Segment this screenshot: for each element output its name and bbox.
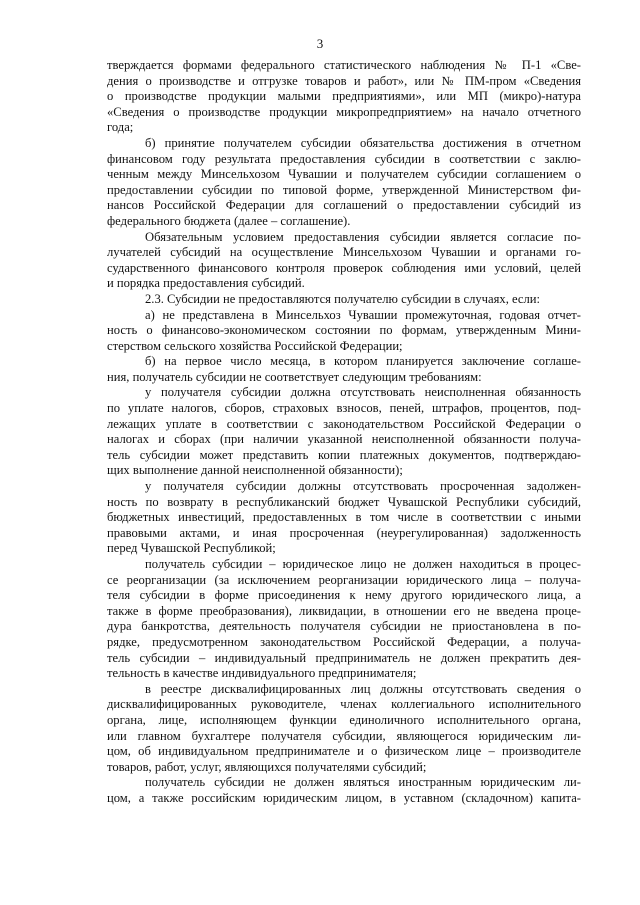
text-line: теля субсидии в форме присоединения к нему другого юридического лица, а: [107, 588, 581, 603]
text-line: у получателя субсидии должна отсутствовать неисполненная обязанность: [145, 385, 581, 400]
text-line: б) на первое число месяца, в котором планируется заключение соглаше-: [145, 354, 581, 369]
text-line: ность по возврату в республиканский бюджет Чувашской Республики субсидий,: [107, 494, 581, 509]
text-line: получатель субсидии не должен являться иностранным юридическим ли-: [145, 775, 581, 790]
text-line: дура банкротства, деятельность получателя субсидии не приостановлена в по-: [107, 619, 581, 634]
text-line: ность о финансово-экономическом состоянии по формам, утвержденным Мини-: [107, 323, 581, 338]
text-line: налогах и сборах (при наличии указанной неисполненной обязанности получа-: [107, 432, 581, 447]
text-line: предоставлении субсидии по типовой форме, утвержденной Министерством фи-: [107, 182, 581, 197]
text-line: лучателей субсидий на осуществление Минсельхозом Чувашии и органами го-: [107, 245, 581, 260]
text-line: также в форме преобразования), ликвидации, в отношении его не введена проце-: [107, 603, 581, 618]
text-line: тверждается формами федерального статистического наблюдения № П-1 «Све-: [107, 58, 581, 72]
page-number: 3: [316, 36, 324, 51]
text-line: цом, а также российским юридическим лицом, в уставном (складочном) капита-: [107, 790, 581, 805]
text-line: федерального бюджета (далее – соглашение).: [107, 213, 351, 228]
text-line: бюджетных инвестиций, предоставленных в том числе в соответствии с иными: [107, 510, 581, 525]
text-line: «Сведения о производстве продукции микропредприятием» на начало отчетного: [107, 104, 581, 119]
text-line: или главном бухгалтере получателя субсидии, являющегося юридическим ли-: [107, 728, 581, 743]
text-line: цом, об индивидуальном предпринимателе и о физическом лице – производителе: [107, 744, 581, 759]
text-line: тельность в качестве индивидуального предпринимателя;: [107, 666, 417, 681]
text-line: Обязательным условием предоставления субсидии является согласие по-: [145, 229, 581, 244]
text-line: и порядка предоставления субсидий.: [107, 276, 305, 291]
text-line: финансовом году результата предоставления субсидии в соответствии с заклю-: [107, 151, 581, 166]
text-line: стерством сельского хозяйства Российской Федерации;: [107, 338, 403, 353]
text-line: сударственного финансового контроля проверок соблюдения ими условий, целей: [107, 260, 581, 275]
text-line: о производстве продукции малыми предприятиями», или МП (микро)-натура: [107, 89, 581, 104]
text-line: нансов Российской Федерации для соглашений о предоставлении субсидий из: [107, 198, 581, 213]
text-line: а) не представлена в Минсельхоз Чувашии промежуточная, годовая отчет-: [145, 307, 581, 322]
text-line: 2.3. Субсидии не предоставляются получателю субсидии в случаях, если:: [145, 291, 541, 306]
text-line: года;: [107, 120, 134, 135]
text-line: перед Чувашской Республикой;: [107, 541, 276, 556]
text-line: в реестре дисквалифицированных лиц должны отсутствовать сведения о: [145, 681, 581, 696]
text-line: тель субсидии – индивидуальный предприниматель не должен прекратить дея-: [107, 650, 581, 665]
text-line: товаров, работ, услуг, являющихся получателями субсидий;: [107, 759, 427, 774]
text-line: рядке, предусмотренном законодательством Российской Федерации, а получа-: [107, 634, 581, 649]
text-line: се реорганизации (за исключением реорганизации юридического лица – получа-: [107, 572, 581, 587]
text-line: б) принятие получателем субсидии обязательства достижения в отчетном: [145, 135, 581, 150]
text-line: по уплате налогов, сборов, страховых взносов, пеней, штрафов, процентов, под-: [107, 401, 581, 416]
text-line: ченным между Минсельхозом Чувашии и получателем субсидии соглашением о: [107, 167, 581, 182]
text-line: тель субсидии может представить копии платежных документов, подтверждаю-: [107, 447, 581, 462]
text-line: щих выполнение данной неисполненной обязанности);: [107, 463, 403, 478]
text-line: дения о производстве и отгрузке товаров и работ», или № ПМ-пром «Сведения: [107, 73, 581, 88]
text-line: органа, лице, исполняющем функции единоличного исполнительного органа,: [107, 712, 581, 727]
text-line: у получателя субсидии должны отсутствовать просроченная задолжен-: [145, 479, 581, 494]
text-line: лежащих уплате в соответствии с законодательством Российской Федерации о: [107, 416, 581, 431]
text-line: дисквалифицированных руководителе, членах коллегиального исполнительного: [107, 697, 581, 712]
text-line: ния, получатель субсидии не соответствует следующим требованиям:: [107, 369, 482, 384]
text-line: получатель субсидии – юридическое лицо не должен находиться в процес-: [145, 557, 581, 571]
document-body: [107, 58, 581, 807]
text-line: правовыми актами, и иная просроченная (неурегулированная) задолженность: [107, 525, 581, 540]
